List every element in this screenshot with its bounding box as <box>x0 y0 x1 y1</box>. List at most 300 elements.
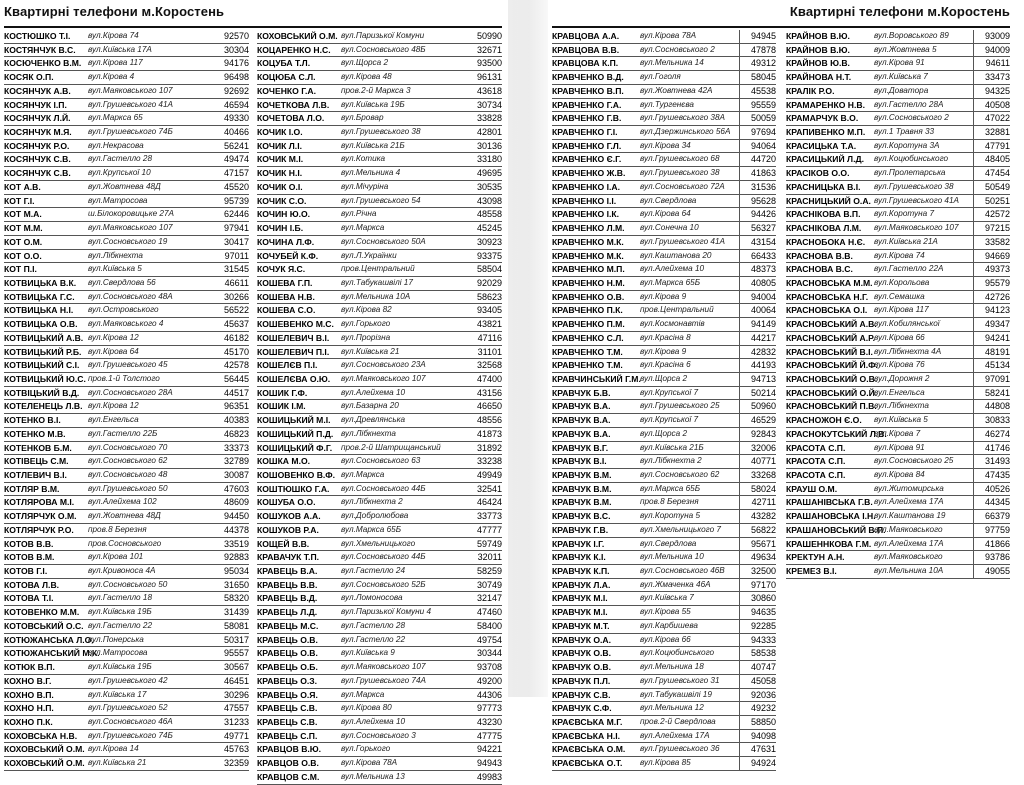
subscriber-address: вул.Київська 21Б <box>640 442 704 452</box>
subscriber-name: КРАВЧУК В.С. <box>552 511 611 522</box>
phone-number: 97170 <box>739 579 776 592</box>
phone-number: 50317 <box>223 634 249 645</box>
subscriber-name: КОТОВ Г.І. <box>4 566 48 577</box>
subscriber-name: КРАВЕЦЬ В.Д. <box>257 593 318 604</box>
phone-number: 92883 <box>223 552 249 563</box>
phone-number: 40747 <box>739 661 776 674</box>
phone-number: 93786 <box>973 551 1010 564</box>
phone-number: 42578 <box>223 360 249 371</box>
directory-row <box>257 126 502 140</box>
subscriber-address: вул.Маяковського 107 <box>341 373 426 383</box>
subscriber-address: вул.Грушевського 31 <box>640 675 720 685</box>
subscriber-address: вул.Гастелло 28А <box>874 99 944 109</box>
phone-number: 42711 <box>739 496 776 509</box>
phone-number: 44345 <box>973 496 1010 509</box>
phone-number: 32671 <box>476 44 502 55</box>
subscriber-address: вул.Кірова 12 <box>88 401 139 411</box>
subscriber-address: вул.Кірова 74 <box>874 250 925 260</box>
subscriber-address: вул.Гоголя <box>640 72 681 82</box>
phone-number: 40064 <box>739 304 776 317</box>
directory-row <box>552 373 776 387</box>
subscriber-name: КОХОВСЬКИЙ О.М. <box>4 744 85 755</box>
subscriber-address: вул.Ломоносова <box>341 593 403 603</box>
directory-row <box>552 85 776 99</box>
phone-number: 40466 <box>223 127 249 138</box>
subscriber-name: КРАСНІКОВА В.П. <box>786 209 861 220</box>
phone-number: 50960 <box>739 400 776 413</box>
subscriber-address: вул.Мельника 13 <box>341 771 405 781</box>
subscriber-name: КОСЯНЧУК М.Я. <box>4 127 72 138</box>
subscriber-address: вул.Паризької Комуни <box>341 31 425 40</box>
subscriber-address: вул.Грушевського 42 <box>88 675 168 685</box>
phone-number: 49347 <box>973 318 1010 331</box>
directory-row <box>257 263 502 277</box>
directory-row <box>552 496 776 510</box>
subscriber-name: КРАВЕЦЬ О.З. <box>257 675 318 686</box>
subscriber-address: вул.Грушевського 38 <box>341 127 421 137</box>
phone-number: 40771 <box>739 455 776 468</box>
subscriber-address: вул.Маяковського 4 <box>88 319 164 329</box>
phone-number: 58538 <box>739 647 776 660</box>
subscriber-name: КРАСНОВСЬКИЙ О.Й. <box>786 387 878 398</box>
subscriber-address: вул.Добролюбова <box>341 511 409 521</box>
subscriber-address: вул.Сосновського 63 <box>341 456 421 466</box>
subscriber-address: вул.Сосновського 44Б <box>341 552 426 562</box>
phone-number: 94098 <box>739 730 776 743</box>
directory-column <box>786 30 1010 771</box>
subscriber-address: вул.Сосновського 2 <box>874 113 949 123</box>
phone-number: 46182 <box>223 332 249 343</box>
subscriber-address: вул.Кірова 66 <box>874 332 925 342</box>
directory-row <box>786 126 1010 140</box>
subscriber-name: КОТ О.О. <box>4 250 42 261</box>
subscriber-address: вул.Алейхема 10 <box>640 264 705 274</box>
subscriber-address: вул.Сосновського 48 <box>88 470 168 479</box>
phone-number: 33238 <box>476 456 502 467</box>
phone-number: 94009 <box>973 44 1010 57</box>
phone-number: 49983 <box>476 771 502 782</box>
subscriber-address: пров.2-й Маркса 3 <box>341 85 411 95</box>
phone-number: 31536 <box>739 181 776 194</box>
directory-row <box>257 112 502 126</box>
directory-row <box>552 222 776 236</box>
directory-row <box>786 359 1010 373</box>
directory-row <box>786 565 1010 579</box>
directory-row <box>552 291 776 305</box>
subscriber-name: КРАСИЦЬКА Т.А. <box>786 140 857 151</box>
subscriber-address: вул.Маяковського 107 <box>874 223 959 233</box>
directory-row <box>786 181 1010 195</box>
subscriber-name: КОЧЕТОВА Л.О. <box>257 113 325 124</box>
subscriber-name: КОТ П.І. <box>4 264 37 275</box>
directory-row <box>4 373 249 387</box>
directory-row <box>552 140 776 154</box>
directory-row <box>552 304 776 318</box>
phone-number: 48556 <box>476 415 502 426</box>
subscriber-address: вул.Алейхема 10 <box>341 387 406 397</box>
subscriber-address: вул.Котика <box>341 154 386 164</box>
directory-row <box>4 551 249 565</box>
subscriber-address: вул.Грушевського 74А <box>341 675 426 685</box>
phone-number: 30860 <box>739 592 776 605</box>
subscriber-name: КРАВЕЦЬ О.В. <box>257 648 318 659</box>
directory-row <box>786 387 1010 401</box>
subscriber-address: вул.Маяковського 107 <box>88 223 173 233</box>
subscriber-name: КРАВЧИНСЬКИЙ Г.М. <box>552 373 641 384</box>
subscriber-name: КРАСОТА С.П. <box>786 470 846 480</box>
subscriber-address: вул.Коротуна 3А <box>874 140 940 150</box>
phone-number: 43230 <box>476 716 502 727</box>
subscriber-address: ш.Білокоровицьке 27А <box>88 209 174 219</box>
subscriber-address: вул.Алейхема 17А <box>874 538 944 548</box>
phone-number: 44517 <box>223 387 249 398</box>
subscriber-name: КРАВЧУК В.Г. <box>552 442 609 453</box>
subscriber-address: вул.Крупської 7 <box>640 387 699 397</box>
directory-column <box>4 30 249 785</box>
subscriber-name: КОСЯНЧУК Р.О. <box>4 140 70 151</box>
phone-number: 93405 <box>476 305 502 316</box>
phone-number: 30567 <box>223 662 249 673</box>
subscriber-name: КОТЛЯР В.М. <box>4 483 60 494</box>
subscriber-address: вул.Некрасова <box>88 140 144 150</box>
subscriber-address: вул.Грушевського 25 <box>640 401 720 411</box>
phone-number: 31892 <box>476 442 502 453</box>
right-page <box>508 0 1024 769</box>
subscriber-address: вул.Кірова 80 <box>341 703 392 713</box>
phone-number: 30749 <box>476 579 502 590</box>
subscriber-name: КРАВЧУК В.І. <box>552 456 607 467</box>
directory-row <box>4 126 249 140</box>
directory-row <box>786 277 1010 291</box>
directory-row <box>4 236 249 250</box>
subscriber-name: КОТВІЦЬКИЙ В.Д. <box>4 387 80 398</box>
subscriber-address: вул.Прорізна <box>341 332 391 342</box>
directory-row <box>257 304 502 318</box>
directory-row <box>552 702 776 716</box>
subscriber-address: вул.Київська 21 <box>341 346 400 356</box>
phone-number: 32147 <box>476 593 502 604</box>
subscriber-address: вул.Сосновського 48Б <box>341 44 426 54</box>
subscriber-address: вул.Маяковського 107 <box>341 662 426 672</box>
directory-row <box>786 140 1010 154</box>
directory-row <box>552 414 776 428</box>
directory-row <box>786 167 1010 181</box>
subscriber-address: вул.Грушевського 38 <box>640 168 720 178</box>
phone-number: 48405 <box>973 153 1010 166</box>
directory-row <box>257 661 502 675</box>
directory-row <box>552 44 776 58</box>
subscriber-name: КРАСНОВСЬКА Н.Г. <box>786 291 869 302</box>
subscriber-address: вул.Гастелло 28 <box>88 154 152 164</box>
directory-row <box>4 250 249 264</box>
directory-row <box>552 30 776 44</box>
subscriber-address: вул.Табукашвілі 19 <box>640 689 712 699</box>
subscriber-name: КОТОВСЬКИЙ О.С. <box>4 620 84 631</box>
subscriber-name: КОШУБА О.О. <box>257 497 316 508</box>
subscriber-name: КРАВАЧУК Т.П. <box>257 552 320 563</box>
subscriber-address: вул.Сосновського 3 <box>341 730 416 740</box>
directory-row <box>552 483 776 497</box>
subscriber-name: КОТОВ В.В. <box>4 538 54 549</box>
directory-row <box>257 332 502 346</box>
subscriber-name: КРАВЧУК В.А. <box>552 415 611 426</box>
subscriber-address: пров.1-й Толстого <box>88 373 160 383</box>
subscriber-address: вул.Щорса 2 <box>341 58 389 68</box>
subscriber-name: КРАСНОВСЬКИЙ А.Р. <box>786 332 875 343</box>
directory-row <box>552 126 776 140</box>
directory-row <box>4 675 249 689</box>
phone-number: 94333 <box>739 634 776 647</box>
phone-number: 47777 <box>476 524 502 535</box>
directory-row <box>4 743 249 757</box>
phone-number: 43618 <box>476 85 502 96</box>
phone-number: 30417 <box>223 236 249 247</box>
phone-number: 40805 <box>739 277 776 290</box>
phone-number: 58081 <box>223 620 249 631</box>
directory-row <box>4 510 249 524</box>
phone-number: 47400 <box>476 373 502 384</box>
directory-row <box>257 455 502 469</box>
phone-number: 49474 <box>223 154 249 165</box>
directory-row <box>257 181 502 195</box>
phone-number: 94064 <box>739 140 776 153</box>
subscriber-name: КОХНО П.К. <box>4 716 53 727</box>
directory-row <box>786 551 1010 565</box>
directory-row <box>552 510 776 524</box>
phone-number: 49200 <box>476 675 502 686</box>
subscriber-address: вул.Київська 21А <box>874 236 938 246</box>
subscriber-address: вул.Сосновського 19 <box>88 236 168 246</box>
phone-number: 41863 <box>739 167 776 180</box>
subscriber-address: пров.2-й Свердлова <box>640 716 716 726</box>
directory-row <box>257 44 502 58</box>
subscriber-name: КРАВЧУК В.М. <box>552 483 612 494</box>
directory-row <box>786 57 1010 71</box>
phone-number: 46451 <box>223 675 249 686</box>
subscriber-address: вул.Понерська <box>88 634 144 644</box>
subscriber-name: КРАСНОВСЬКИЙ А.В. <box>786 319 877 330</box>
directory-row <box>257 318 502 332</box>
directory-row <box>257 222 502 236</box>
subscriber-name: КРАВЧУК О.В. <box>552 648 611 659</box>
phone-number: 50549 <box>973 181 1010 194</box>
subscriber-address: вул.Мельника 12 <box>640 703 704 713</box>
subscriber-name: КРАВЦОВА К.П. <box>552 58 619 69</box>
subscriber-name: КОЧИН Ю.О. <box>257 209 311 220</box>
phone-number: 46529 <box>739 414 776 427</box>
subscriber-address: вул.Жовтнева 42А <box>640 85 713 95</box>
subscriber-name: КОХОВСЬКИЙ О.М. <box>257 31 338 41</box>
subscriber-name: КОТЮЖАНСЬКА Л.О. <box>4 634 94 645</box>
phone-number: 58241 <box>973 387 1010 400</box>
subscriber-name: КРАВЕЦЬ М.С. <box>257 620 319 631</box>
subscriber-address: вул.Грушевського 36 <box>640 744 720 754</box>
subscriber-address: вул.Хмельницького <box>341 538 416 548</box>
subscriber-address: вул.Сосновського 23А <box>341 360 426 370</box>
subscriber-address: вул.Кірова 7 <box>874 428 921 438</box>
subscriber-name: КРЕМЕЗ В.І. <box>786 566 837 577</box>
phone-number: 94450 <box>223 511 249 522</box>
subscriber-address: вул.Київська 7 <box>874 72 928 82</box>
subscriber-name: КРАСНОБОКА Н.Є. <box>786 236 866 247</box>
subscriber-address: вул.Мельника 14 <box>640 58 704 68</box>
subscriber-name: КОСЯНЧУК Л.Й. <box>4 113 71 124</box>
directory-row <box>4 757 249 771</box>
directory-row <box>4 332 249 346</box>
directory-row <box>4 400 249 414</box>
subscriber-name: КОТ М.М. <box>4 223 43 234</box>
subscriber-name: КРАВЧУК Б.В. <box>552 387 611 398</box>
subscriber-name: КОХНО Н.П. <box>4 703 54 714</box>
phone-number: 56822 <box>739 524 776 537</box>
directory-row <box>4 524 249 538</box>
subscriber-name: КРАВЦОВ С.М. <box>257 771 320 782</box>
subscriber-name: КРАВЧЕНКО І.А. <box>552 181 620 192</box>
subscriber-name: КОХНО В.П. <box>4 689 54 700</box>
directory-row <box>4 222 249 236</box>
phone-number: 47454 <box>973 167 1010 180</box>
directory-row <box>552 538 776 552</box>
phone-number: 50059 <box>739 112 776 125</box>
directory-row <box>257 373 502 387</box>
subscriber-name: КРАВЧЕНКО С.Л. <box>552 332 624 343</box>
directory-row <box>4 153 249 167</box>
directory-row <box>552 332 776 346</box>
subscriber-address: пров.Сосновського <box>88 538 162 548</box>
subscriber-name: КРАВЧЕНКО Є.Г. <box>552 154 622 165</box>
phone-number: 32500 <box>739 565 776 578</box>
directory-row <box>4 428 249 442</box>
directory-row <box>552 236 776 250</box>
subscriber-name: КОШЕЛЄВ П.І. <box>257 360 318 371</box>
subscriber-address: вул.Каштанова 19 <box>874 511 946 521</box>
directory-row <box>4 592 249 606</box>
subscriber-name: КОЦУБА Т.Л. <box>257 58 311 69</box>
subscriber-name: КРАВЧЕНКО В.Д. <box>552 72 624 83</box>
phone-number: 97694 <box>739 126 776 139</box>
subscriber-address: вул.Жовтнева 48Д <box>88 511 161 521</box>
directory-row <box>4 140 249 154</box>
directory-row <box>4 483 249 497</box>
subscriber-name: КОЧИН І.Б. <box>257 223 304 234</box>
subscriber-name: КРАВЧЕНКО Г.В. <box>552 113 622 124</box>
subscriber-address: вул.Київська 19Б <box>88 662 152 672</box>
subscriber-name: КОЧИК Л.І. <box>257 140 302 151</box>
phone-number: 94325 <box>973 85 1010 98</box>
subscriber-address: вул.Грушевського 68 <box>640 154 720 164</box>
subscriber-address: вул.Алейхема 17А <box>640 730 710 740</box>
directory-row <box>4 689 249 703</box>
subscriber-name: КРАВЕЦЬ В.А. <box>257 566 318 577</box>
subscriber-name: КРАСНОВСЬКИЙ В.І. <box>786 346 873 357</box>
subscriber-name: КРАЄВСЬКА Н.І. <box>552 730 621 741</box>
subscriber-name: КОШЕЛЕВИЧ В.І. <box>257 332 330 343</box>
phone-number: 94924 <box>739 757 776 770</box>
directory-row <box>552 195 776 209</box>
directory-row <box>552 442 776 456</box>
subscriber-address: вул.Енгельса <box>874 387 925 397</box>
phone-number: 94943 <box>476 758 502 769</box>
directory-row <box>4 414 249 428</box>
subscriber-address: вул.Гастелло 22 <box>341 634 405 644</box>
phone-number: 45245 <box>476 223 502 234</box>
phone-number: 94004 <box>739 291 776 304</box>
subscriber-name: КОСЮЧЕНКО В.М. <box>4 58 82 69</box>
phone-number: 48191 <box>973 346 1010 359</box>
phone-number: 49634 <box>739 551 776 564</box>
subscriber-name: КРАСНИЦЬКИЙ О.А. <box>786 195 871 206</box>
phone-number: 42832 <box>739 346 776 359</box>
phone-number: 50251 <box>973 195 1010 208</box>
phone-number: 32789 <box>223 456 249 467</box>
subscriber-name: КРАШАНІВСЬКА Г.В. <box>786 497 873 508</box>
phone-number: 49373 <box>973 263 1010 276</box>
directory-column <box>257 30 502 785</box>
phone-number: 31101 <box>477 346 502 357</box>
subscriber-name: КРАВЧЕНКО Т.М. <box>552 360 623 371</box>
subscriber-address: вул.Грушевського 52 <box>88 703 168 713</box>
directory-row <box>552 167 776 181</box>
subscriber-address: вул.Л.Українки <box>341 250 397 260</box>
phone-number: 43156 <box>476 387 502 398</box>
phone-number: 45520 <box>223 181 249 192</box>
directory-row <box>4 277 249 291</box>
subscriber-name: КРАПИВЕНКО М.П. <box>786 127 866 138</box>
phone-number: 44378 <box>223 524 249 535</box>
directory-row <box>552 400 776 414</box>
subscriber-name: КОТОВА Л.В. <box>4 579 60 590</box>
directory-row <box>552 647 776 661</box>
directory-row <box>257 592 502 606</box>
subscriber-name: КРАВЧУК К.І. <box>552 552 606 563</box>
directory-row <box>4 634 249 648</box>
subscriber-name: КОСТЮШКО Т.І. <box>4 31 71 41</box>
subscriber-name: КРАЙНОВ В.Ю. <box>786 44 850 55</box>
subscriber-address: вул.Щорса 2 <box>640 428 688 438</box>
phone-number: 66433 <box>739 250 776 263</box>
phone-number: 97773 <box>476 703 502 714</box>
phone-number: 31545 <box>223 264 249 275</box>
phone-number: 47878 <box>739 44 776 57</box>
directory-row <box>257 496 502 510</box>
subscriber-address: вул.Мельника 10А <box>874 566 944 576</box>
directory-row <box>786 538 1010 552</box>
phone-number: 33582 <box>973 236 1010 249</box>
subscriber-name: КОХОВСЬКА Н.В. <box>4 730 78 741</box>
subscriber-name: КОТЮК В.П. <box>4 662 55 673</box>
directory-row <box>257 414 502 428</box>
directory-row <box>4 496 249 510</box>
directory-row <box>552 730 776 744</box>
directory-row <box>552 318 776 332</box>
directory-row <box>257 510 502 524</box>
subscriber-name: КРАВЧУК К.П. <box>552 566 610 577</box>
subscriber-address: вул.Кірова 78А <box>341 758 398 768</box>
subscriber-name: КРАВЕЦЬ О.В. <box>257 634 318 645</box>
subscriber-address: вул.Гастелло 22 <box>88 620 152 630</box>
subscriber-name: КОТ А.В. <box>4 181 41 192</box>
directory-row <box>552 675 776 689</box>
directory-row <box>257 291 502 305</box>
directory-row <box>4 455 249 469</box>
subscriber-address: вул.Дорожня 2 <box>874 373 930 383</box>
subscriber-address: вул.Грушевського 41А <box>874 195 959 205</box>
directory-row <box>786 153 1010 167</box>
directory-row <box>786 222 1010 236</box>
phone-number: 47775 <box>476 730 502 741</box>
directory-row <box>786 524 1010 538</box>
directory-row <box>4 57 249 71</box>
